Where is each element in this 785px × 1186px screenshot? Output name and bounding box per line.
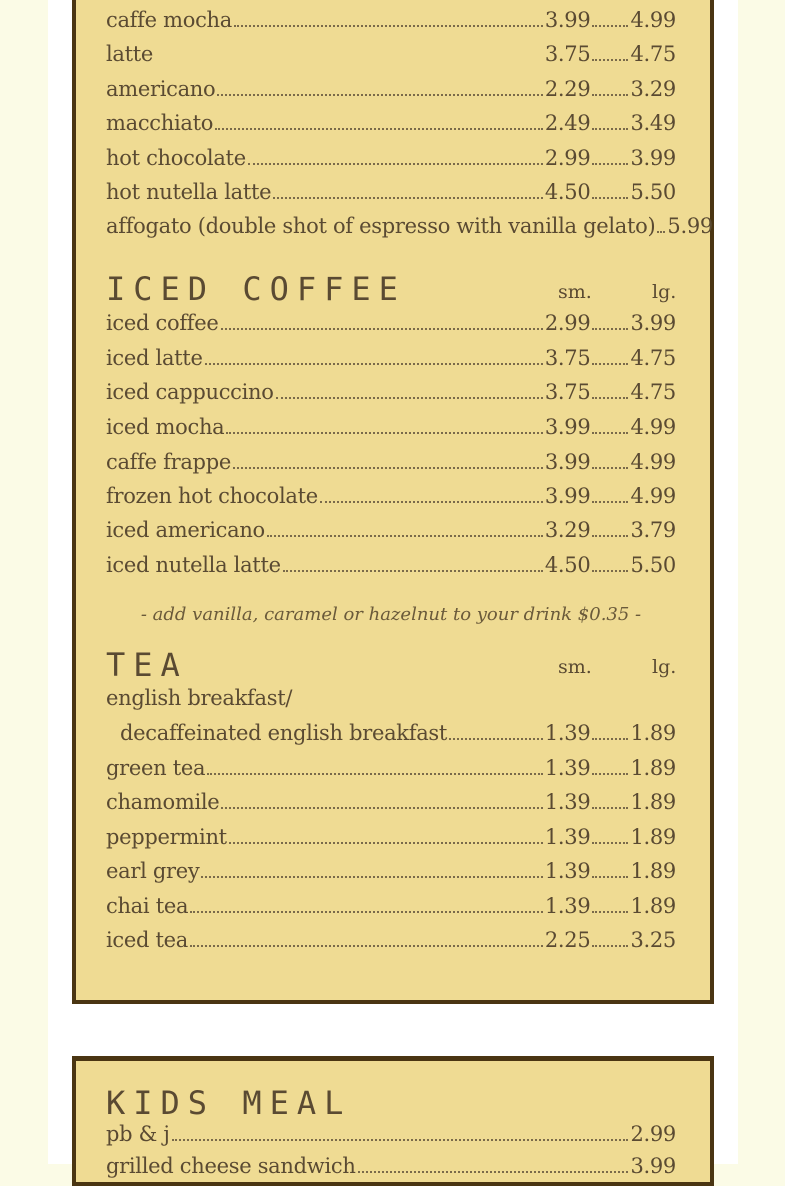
- menu-item-name: iced mocha: [106, 415, 225, 439]
- menu-item-name: iced americano: [106, 518, 265, 542]
- price-large: 4.75: [630, 380, 676, 404]
- syrup-note: - add vanilla, caramel or hazelnut to your drink $0.35 -: [140, 604, 642, 625]
- dot-leader: [221, 314, 543, 330]
- dot-leader: [201, 862, 542, 878]
- menu-item-name: green tea: [106, 756, 206, 780]
- dot-leader: [592, 828, 628, 844]
- price-large: 5.50: [630, 553, 676, 577]
- menu-item-row: [106, 346, 676, 376]
- dot-leader: [592, 759, 628, 775]
- menu-item-name: earl grey: [106, 859, 200, 883]
- tea-sm-header: sm.: [558, 656, 592, 678]
- dot-leader: [592, 862, 628, 878]
- price-large: 4.75: [630, 42, 676, 66]
- price-small: 2.49: [544, 111, 591, 135]
- dot-leader: [205, 349, 543, 365]
- iced-coffee-lg-header: lg.: [652, 281, 677, 303]
- dot-leader: [267, 521, 543, 537]
- dot-leader: [592, 418, 628, 434]
- tea-first-line: english breakfast/: [106, 686, 293, 710]
- tea-lg-header: lg.: [652, 656, 677, 678]
- menu-item-name: iced coffee: [106, 311, 219, 335]
- dot-leader: [283, 556, 543, 572]
- iced-coffee-title: ICED COFFEE: [106, 270, 406, 308]
- menu-item-name: chamomile: [106, 790, 220, 814]
- dot-leader: [592, 45, 628, 61]
- dot-leader: [229, 828, 543, 844]
- price-large: 3.79: [630, 518, 676, 542]
- menu-item-name: iced nutella latte: [106, 553, 281, 577]
- price-small: 2.99: [544, 311, 591, 335]
- price-small: 3.75: [544, 380, 591, 404]
- price: 2.99: [630, 1122, 676, 1146]
- menu-item-name: iced cappuccino: [106, 380, 274, 404]
- price-large: 5.99: [667, 214, 713, 238]
- price-small: 4.50: [544, 553, 591, 577]
- menu-item-row: [106, 790, 676, 820]
- dot-leader: [592, 114, 628, 130]
- dot-leader: [592, 487, 628, 503]
- kids-meal-title: KIDS MEAL: [106, 1084, 352, 1122]
- price-small: 1.39: [544, 894, 591, 918]
- dot-leader: [449, 724, 543, 740]
- price-small: 1.39: [544, 756, 591, 780]
- price-small: 3.75: [544, 42, 591, 66]
- dot-leader: [217, 80, 543, 96]
- menu-item-row: [106, 77, 676, 107]
- menu-item-name: hot nutella latte: [106, 180, 272, 204]
- menu-item-row: [106, 380, 676, 410]
- price-small: 3.99: [544, 8, 591, 32]
- menu-item-name: iced latte: [106, 346, 203, 370]
- dot-leader: [592, 897, 628, 913]
- menu-item-row: [106, 8, 676, 38]
- menu-item-name: latte: [106, 42, 154, 66]
- dot-leader: [155, 47, 543, 61]
- menu-item-row: [106, 484, 676, 514]
- menu-item-row: [106, 721, 676, 751]
- menu-item-name: americano: [106, 77, 216, 101]
- price-small: 3.75: [544, 346, 591, 370]
- menu-item-name: affogato (double shot of espresso with vanilla gelato): [106, 214, 656, 238]
- price-large: 1.89: [630, 859, 676, 883]
- price-large: 4.75: [630, 346, 676, 370]
- menu-item-name: grilled cheese sandwich: [106, 1154, 356, 1178]
- price-large: 3.25: [630, 928, 676, 952]
- price-small: 3.99: [544, 484, 591, 508]
- dot-leader: [358, 1157, 629, 1173]
- menu-item-row: [106, 180, 676, 210]
- iced-coffee-sm-header: sm.: [558, 281, 592, 303]
- dot-leader: [273, 183, 543, 199]
- dot-leader: [592, 183, 628, 199]
- price-large: 5.50: [630, 180, 676, 204]
- price-large: 4.99: [630, 450, 676, 474]
- dot-leader: [226, 418, 542, 434]
- dot-leader: [592, 349, 628, 365]
- price-large: 3.99: [630, 146, 676, 170]
- menu-item-row: [106, 311, 676, 341]
- dot-leader: [592, 383, 628, 399]
- dot-leader: [320, 487, 543, 503]
- menu-item-name: hot chocolate: [106, 146, 246, 170]
- price-large: 4.99: [630, 415, 676, 439]
- dot-leader: [234, 11, 543, 27]
- price-large: 1.89: [630, 721, 676, 745]
- menu-item-name: chai tea: [106, 894, 189, 918]
- menu-item-row: [106, 42, 676, 72]
- dot-leader: [215, 114, 543, 130]
- dot-leader: [592, 793, 628, 809]
- price-small: 2.29: [544, 77, 591, 101]
- menu-item-row: [106, 928, 676, 958]
- dot-leader: [233, 453, 543, 469]
- dot-leader: [592, 556, 628, 572]
- dot-leader: [592, 149, 628, 165]
- dot-leader: [592, 931, 628, 947]
- dot-leader: [190, 897, 543, 913]
- price-large: 4.99: [630, 484, 676, 508]
- price-small: 3.99: [544, 415, 591, 439]
- price-small: 2.25: [544, 928, 591, 952]
- price-large: 1.89: [630, 756, 676, 780]
- dot-leader: [207, 759, 543, 775]
- dot-leader: [276, 383, 543, 399]
- price-small: 2.99: [544, 146, 591, 170]
- dot-leader: [172, 1125, 629, 1141]
- menu-card-drinks: [72, 0, 714, 1004]
- price-small: 1.39: [544, 825, 591, 849]
- dot-leader: [248, 149, 543, 165]
- price-large: 3.49: [630, 111, 676, 135]
- menu-item-name: macchiato: [106, 111, 214, 135]
- menu-item-row: [106, 1122, 676, 1152]
- menu-item-row: [106, 1154, 676, 1184]
- price-small: 1.39: [544, 859, 591, 883]
- menu-item-row: [106, 825, 676, 855]
- price-large: 3.99: [630, 311, 676, 335]
- dot-leader: [592, 724, 628, 740]
- menu-item-row: [106, 756, 676, 786]
- menu-item-row: [106, 450, 676, 480]
- menu-card-kids: [72, 1056, 714, 1186]
- dot-leader: [592, 521, 628, 537]
- price-large: 4.99: [630, 8, 676, 32]
- menu-item-name: pb & j: [106, 1122, 170, 1146]
- dot-leader: [592, 80, 628, 96]
- dot-leader: [592, 11, 628, 27]
- menu-item-row: [106, 553, 676, 583]
- menu-item-row: [106, 859, 676, 889]
- tea-title: TEA: [106, 646, 188, 684]
- menu-item-name: iced tea: [106, 928, 189, 952]
- price-small: 1.39: [544, 790, 591, 814]
- menu-item-row: [106, 894, 676, 924]
- menu-item-name: decaffeinated english breakfast: [120, 721, 448, 745]
- dot-leader: [190, 931, 543, 947]
- dot-leader: [592, 314, 628, 330]
- menu-item-row: [106, 214, 713, 244]
- price-small: 3.29: [544, 518, 591, 542]
- price-small: 4.50: [544, 180, 591, 204]
- menu-item-row: [106, 518, 676, 548]
- menu-item-row: [106, 111, 676, 141]
- menu-item-name: frozen hot chocolate: [106, 484, 318, 508]
- menu-item-name: caffe mocha: [106, 8, 232, 32]
- dot-leader: [592, 453, 628, 469]
- menu-item-row: [106, 415, 676, 445]
- price: 3.99: [630, 1154, 676, 1178]
- menu-item-row: [106, 146, 676, 176]
- price-large: 1.89: [630, 894, 676, 918]
- menu-item-name: caffe frappe: [106, 450, 231, 474]
- dot-leader: [657, 217, 665, 233]
- price-large: 1.89: [630, 825, 676, 849]
- price-small: 3.99: [544, 450, 591, 474]
- price-large: 3.29: [630, 77, 676, 101]
- dot-leader: [221, 793, 542, 809]
- price-small: 1.39: [544, 721, 591, 745]
- menu-item-name: peppermint: [106, 825, 227, 849]
- price-large: 1.89: [630, 790, 676, 814]
